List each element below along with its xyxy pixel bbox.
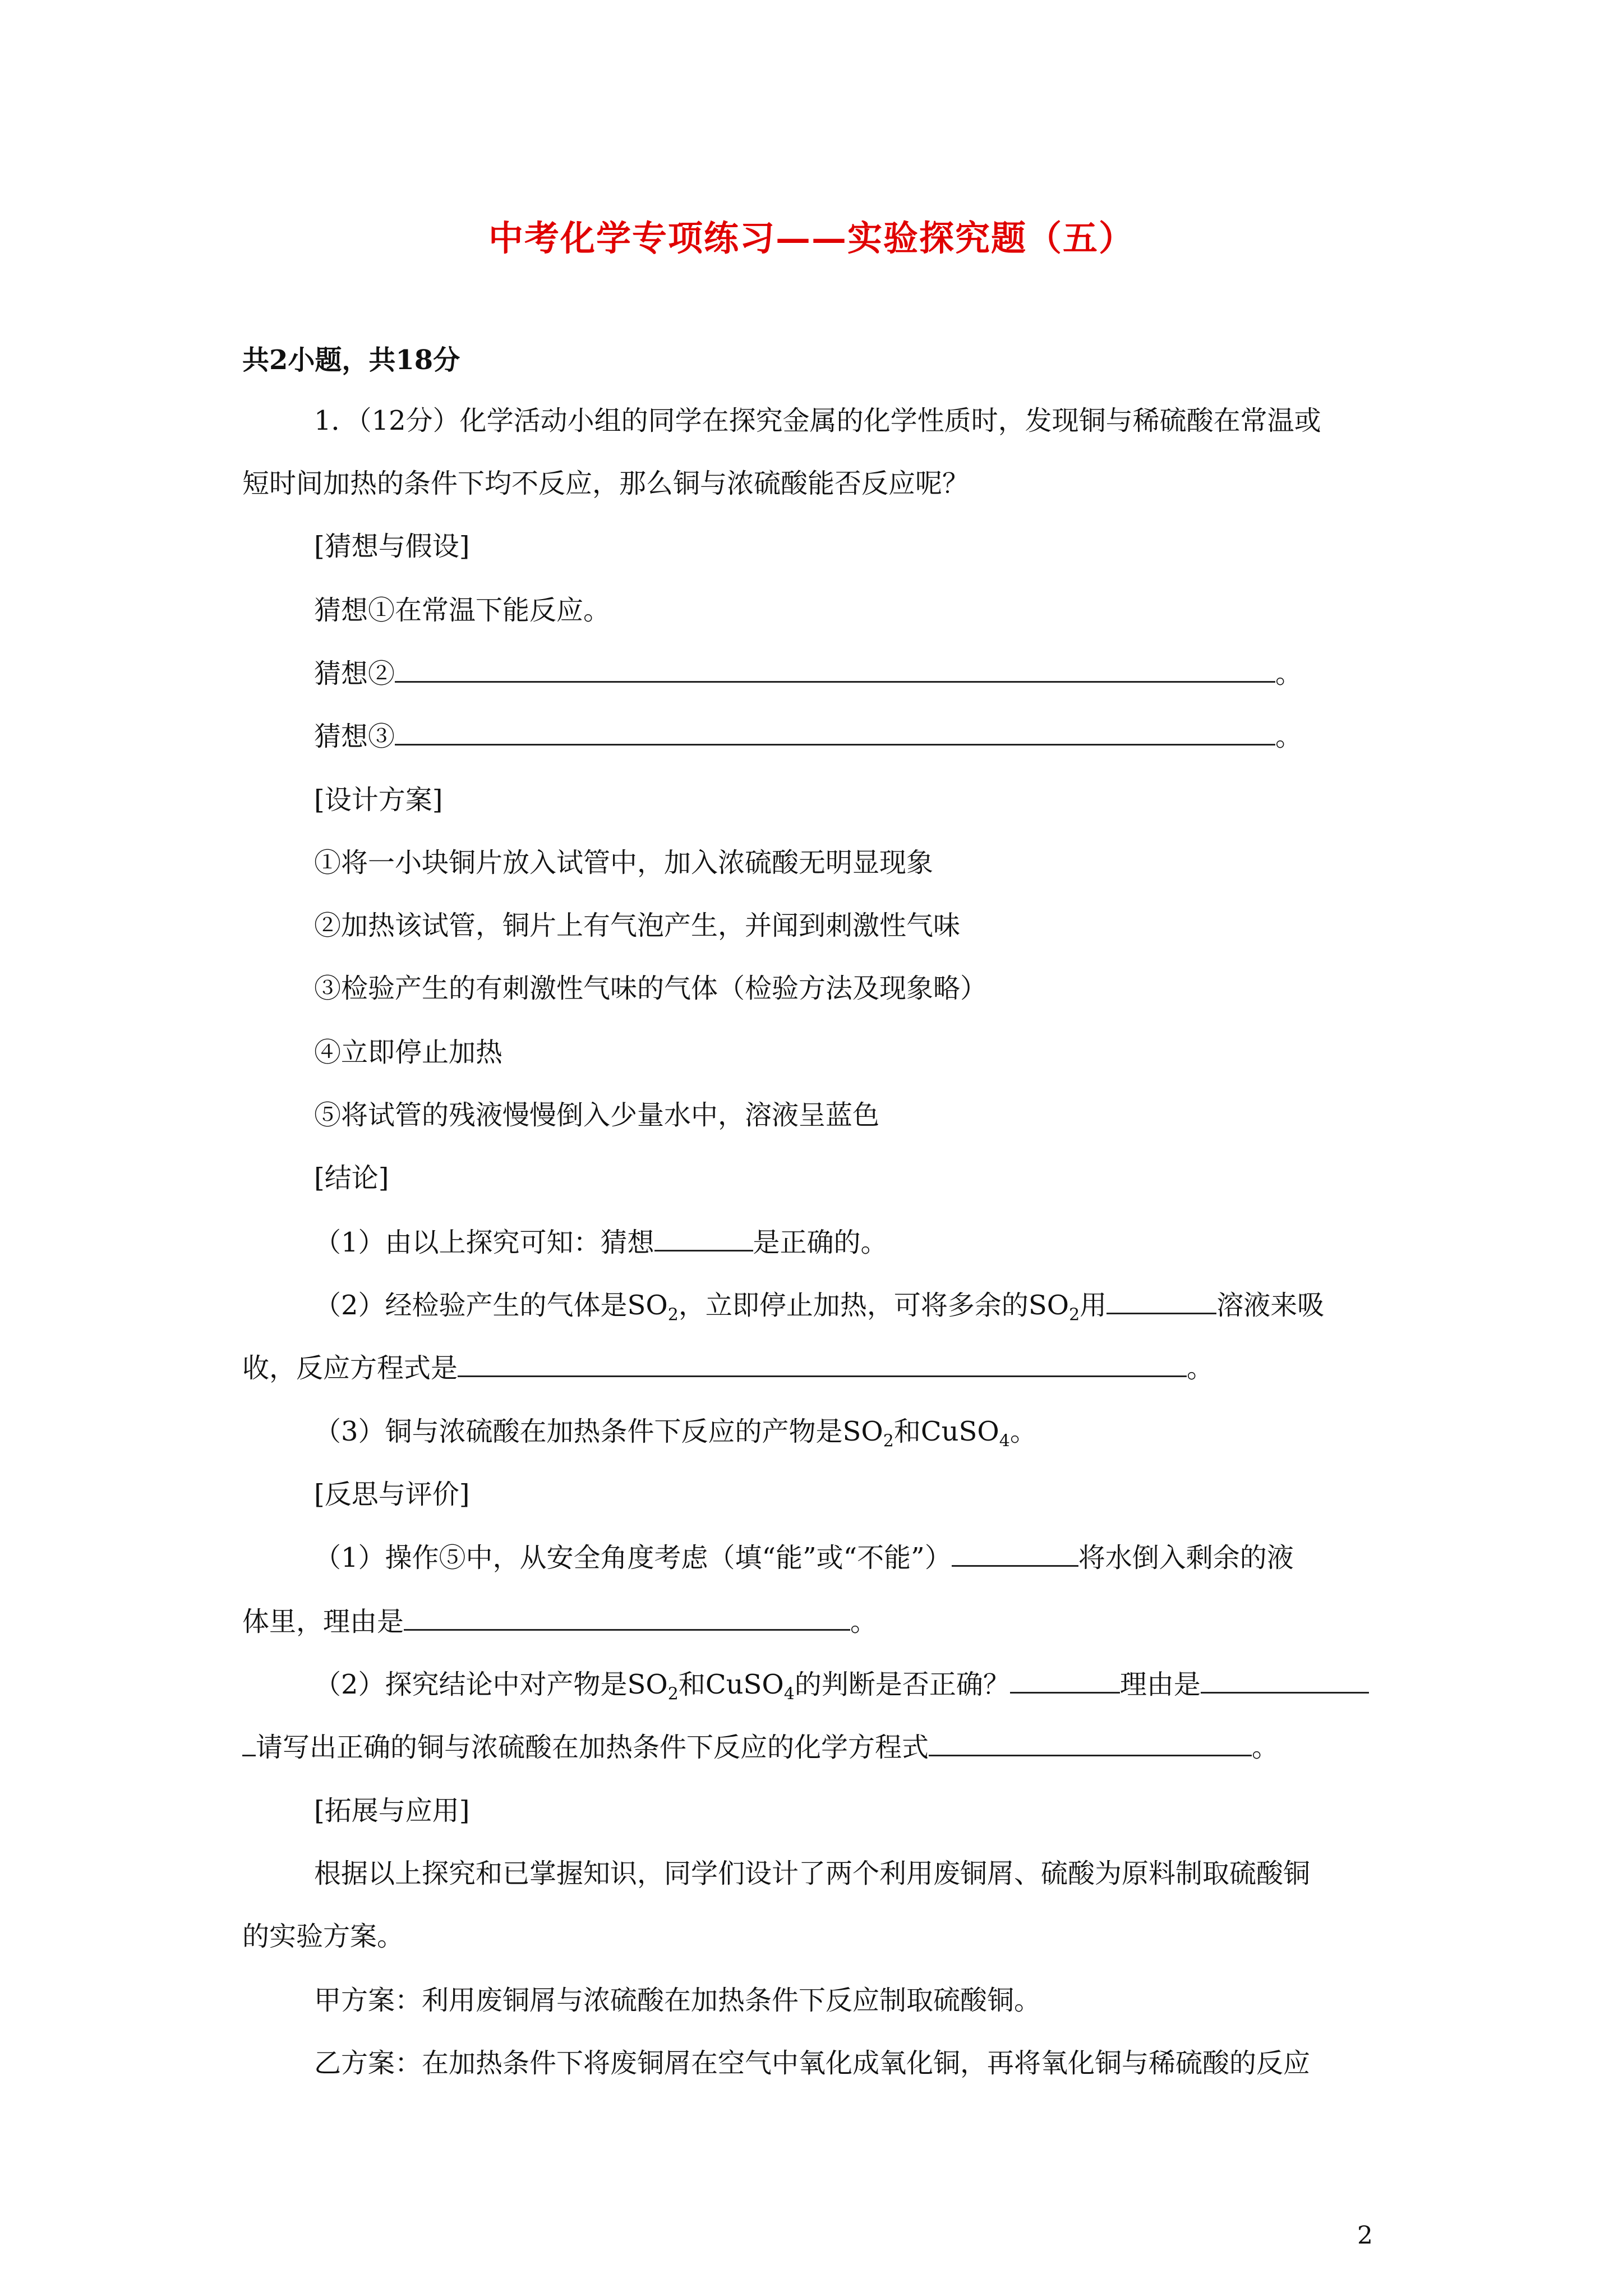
page-title: 中考化学专项练习——实验探究题（五） xyxy=(488,218,1135,259)
conclusion-3-text: 和CuSO xyxy=(893,1416,999,1447)
reflection-2-text: 的判断是否正确？ xyxy=(794,1669,1010,1700)
hypothesis-3-label: 猜想③ xyxy=(314,721,395,752)
design-step: ③检验产生的有刺激性气味的气体（检验方法及现象略） xyxy=(314,973,988,1004)
reflection-1 xyxy=(314,1540,1294,1575)
reflection-1-text: （1）操作⑤中，从安全角度考虑（填“能”或“不能”） xyxy=(314,1542,952,1573)
design-step: ⑤将试管的残液慢慢倒入少量水中，溶液呈蓝色 xyxy=(314,1099,880,1131)
q1-intro-line-1: 1．（12分）化学活动小组的同学在探究金属的化学性质时，发现铜与稀硫酸在常温或 xyxy=(314,405,1321,436)
hypothesis-2-period: 。 xyxy=(1275,658,1303,689)
conclusion-3-text: 。 xyxy=(1009,1416,1037,1447)
extension-line-1: 根据以上探究和已掌握知识，同学们设计了两个利用废铜屑、硫酸为原料制取硫酸铜 xyxy=(314,1858,1311,1889)
period: 。 xyxy=(850,1606,878,1637)
hypothesis-3-blank[interactable] xyxy=(395,719,1275,746)
reflection-2-text: 请写出正确的铜与浓硫酸在加热条件下反应的化学方程式 xyxy=(256,1732,929,1763)
reflection-1-text: 体里，理由是 xyxy=(242,1606,404,1637)
can-or-cannot-blank[interactable] xyxy=(952,1540,1078,1567)
conclusion-heading: [结论] xyxy=(314,1162,389,1194)
correct-or-not-blank[interactable] xyxy=(1010,1667,1120,1694)
summary-text: 共2小题，共18分 xyxy=(242,344,460,376)
hypothesis-2 xyxy=(314,656,1302,691)
absorbent-solution-blank[interactable] xyxy=(1106,1288,1216,1314)
hypothesis-1: 猜想①在常温下能反应。 xyxy=(314,595,611,626)
reflection-2-text: 理由是 xyxy=(1119,1669,1201,1700)
design-step: ④立即停止加热 xyxy=(314,1037,503,1068)
subscript: 2 xyxy=(883,1431,894,1451)
period: 。 xyxy=(1252,1732,1279,1763)
reflection-2-cont xyxy=(242,1730,1279,1764)
reason-2-blank-cont[interactable] xyxy=(242,1730,256,1756)
subscript: 2 xyxy=(667,1305,679,1325)
page-number: 2 xyxy=(1357,2221,1373,2250)
hypothesis-3 xyxy=(314,719,1302,753)
subscript: 2 xyxy=(1069,1305,1080,1325)
reflection-2-text: （2）探究结论中对产物是SO xyxy=(314,1669,668,1700)
reason-2-blank[interactable] xyxy=(1201,1667,1369,1694)
conclusion-1-text-end: 是正确的。 xyxy=(753,1227,888,1258)
conclusion-2-text: ，立即停止加热，可将多余的SO xyxy=(678,1290,1069,1321)
subscript: 4 xyxy=(999,1431,1010,1451)
conclusion-2-cont xyxy=(242,1351,1214,1385)
conclusion-1-blank[interactable] xyxy=(654,1225,753,1251)
conclusion-2-text: 溶液来吸 xyxy=(1216,1290,1325,1321)
reflection-heading: [反思与评价] xyxy=(314,1479,470,1510)
hypothesis-2-blank[interactable] xyxy=(395,656,1275,683)
hypothesis-2-label: 猜想② xyxy=(314,658,395,689)
conclusion-1-text: （1）由以上探究可知：猜想 xyxy=(314,1227,654,1258)
plan-a: 甲方案：利用废铜屑与浓硫酸在加热条件下反应制取硫酸铜。 xyxy=(314,1985,1041,2016)
correct-equation-blank[interactable] xyxy=(929,1730,1252,1756)
hypothesis-heading: [猜想与假设] xyxy=(314,531,470,562)
extension-line-2: 的实验方案。 xyxy=(242,1921,404,1952)
conclusion-2 xyxy=(314,1288,1325,1325)
conclusion-2-text: 用 xyxy=(1080,1290,1107,1321)
conclusion-1 xyxy=(314,1225,888,1259)
subscript: 4 xyxy=(783,1684,795,1704)
plan-b: 乙方案：在加热条件下将废铜屑在空气中氧化成氧化铜，再将氧化铜与稀硫酸的反应 xyxy=(314,2047,1311,2079)
design-heading: [设计方案] xyxy=(314,784,443,816)
period: 。 xyxy=(1187,1352,1214,1384)
reflection-1-cont xyxy=(242,1604,877,1639)
subscript: 2 xyxy=(667,1684,679,1704)
conclusion-3 xyxy=(314,1415,1037,1451)
conclusion-2-text: （2）经检验产生的气体是SO xyxy=(314,1290,668,1321)
reflection-1-text: 将水倒入剩余的液 xyxy=(1078,1542,1294,1573)
conclusion-3-text: （3）铜与浓硫酸在加热条件下反应的产物是SO xyxy=(314,1416,883,1447)
hypothesis-3-period: 。 xyxy=(1275,721,1303,752)
reflection-2-text: 和CuSO xyxy=(678,1669,784,1700)
design-step: ②加热该试管，铜片上有气泡产生，并闻到刺激性气味 xyxy=(314,910,961,941)
q1-intro-line-2: 短时间加热的条件下均不反应，那么铜与浓硫酸能否反应呢？ xyxy=(242,468,970,499)
reason-blank[interactable] xyxy=(404,1604,850,1631)
design-step: ①将一小块铜片放入试管中，加入浓硫酸无明显现象 xyxy=(314,847,934,878)
conclusion-2-text: 收，反应方程式是 xyxy=(242,1352,458,1384)
reflection-2 xyxy=(314,1667,1369,1704)
extension-heading: [拓展与应用] xyxy=(314,1795,470,1826)
equation-blank[interactable] xyxy=(458,1351,1187,1377)
